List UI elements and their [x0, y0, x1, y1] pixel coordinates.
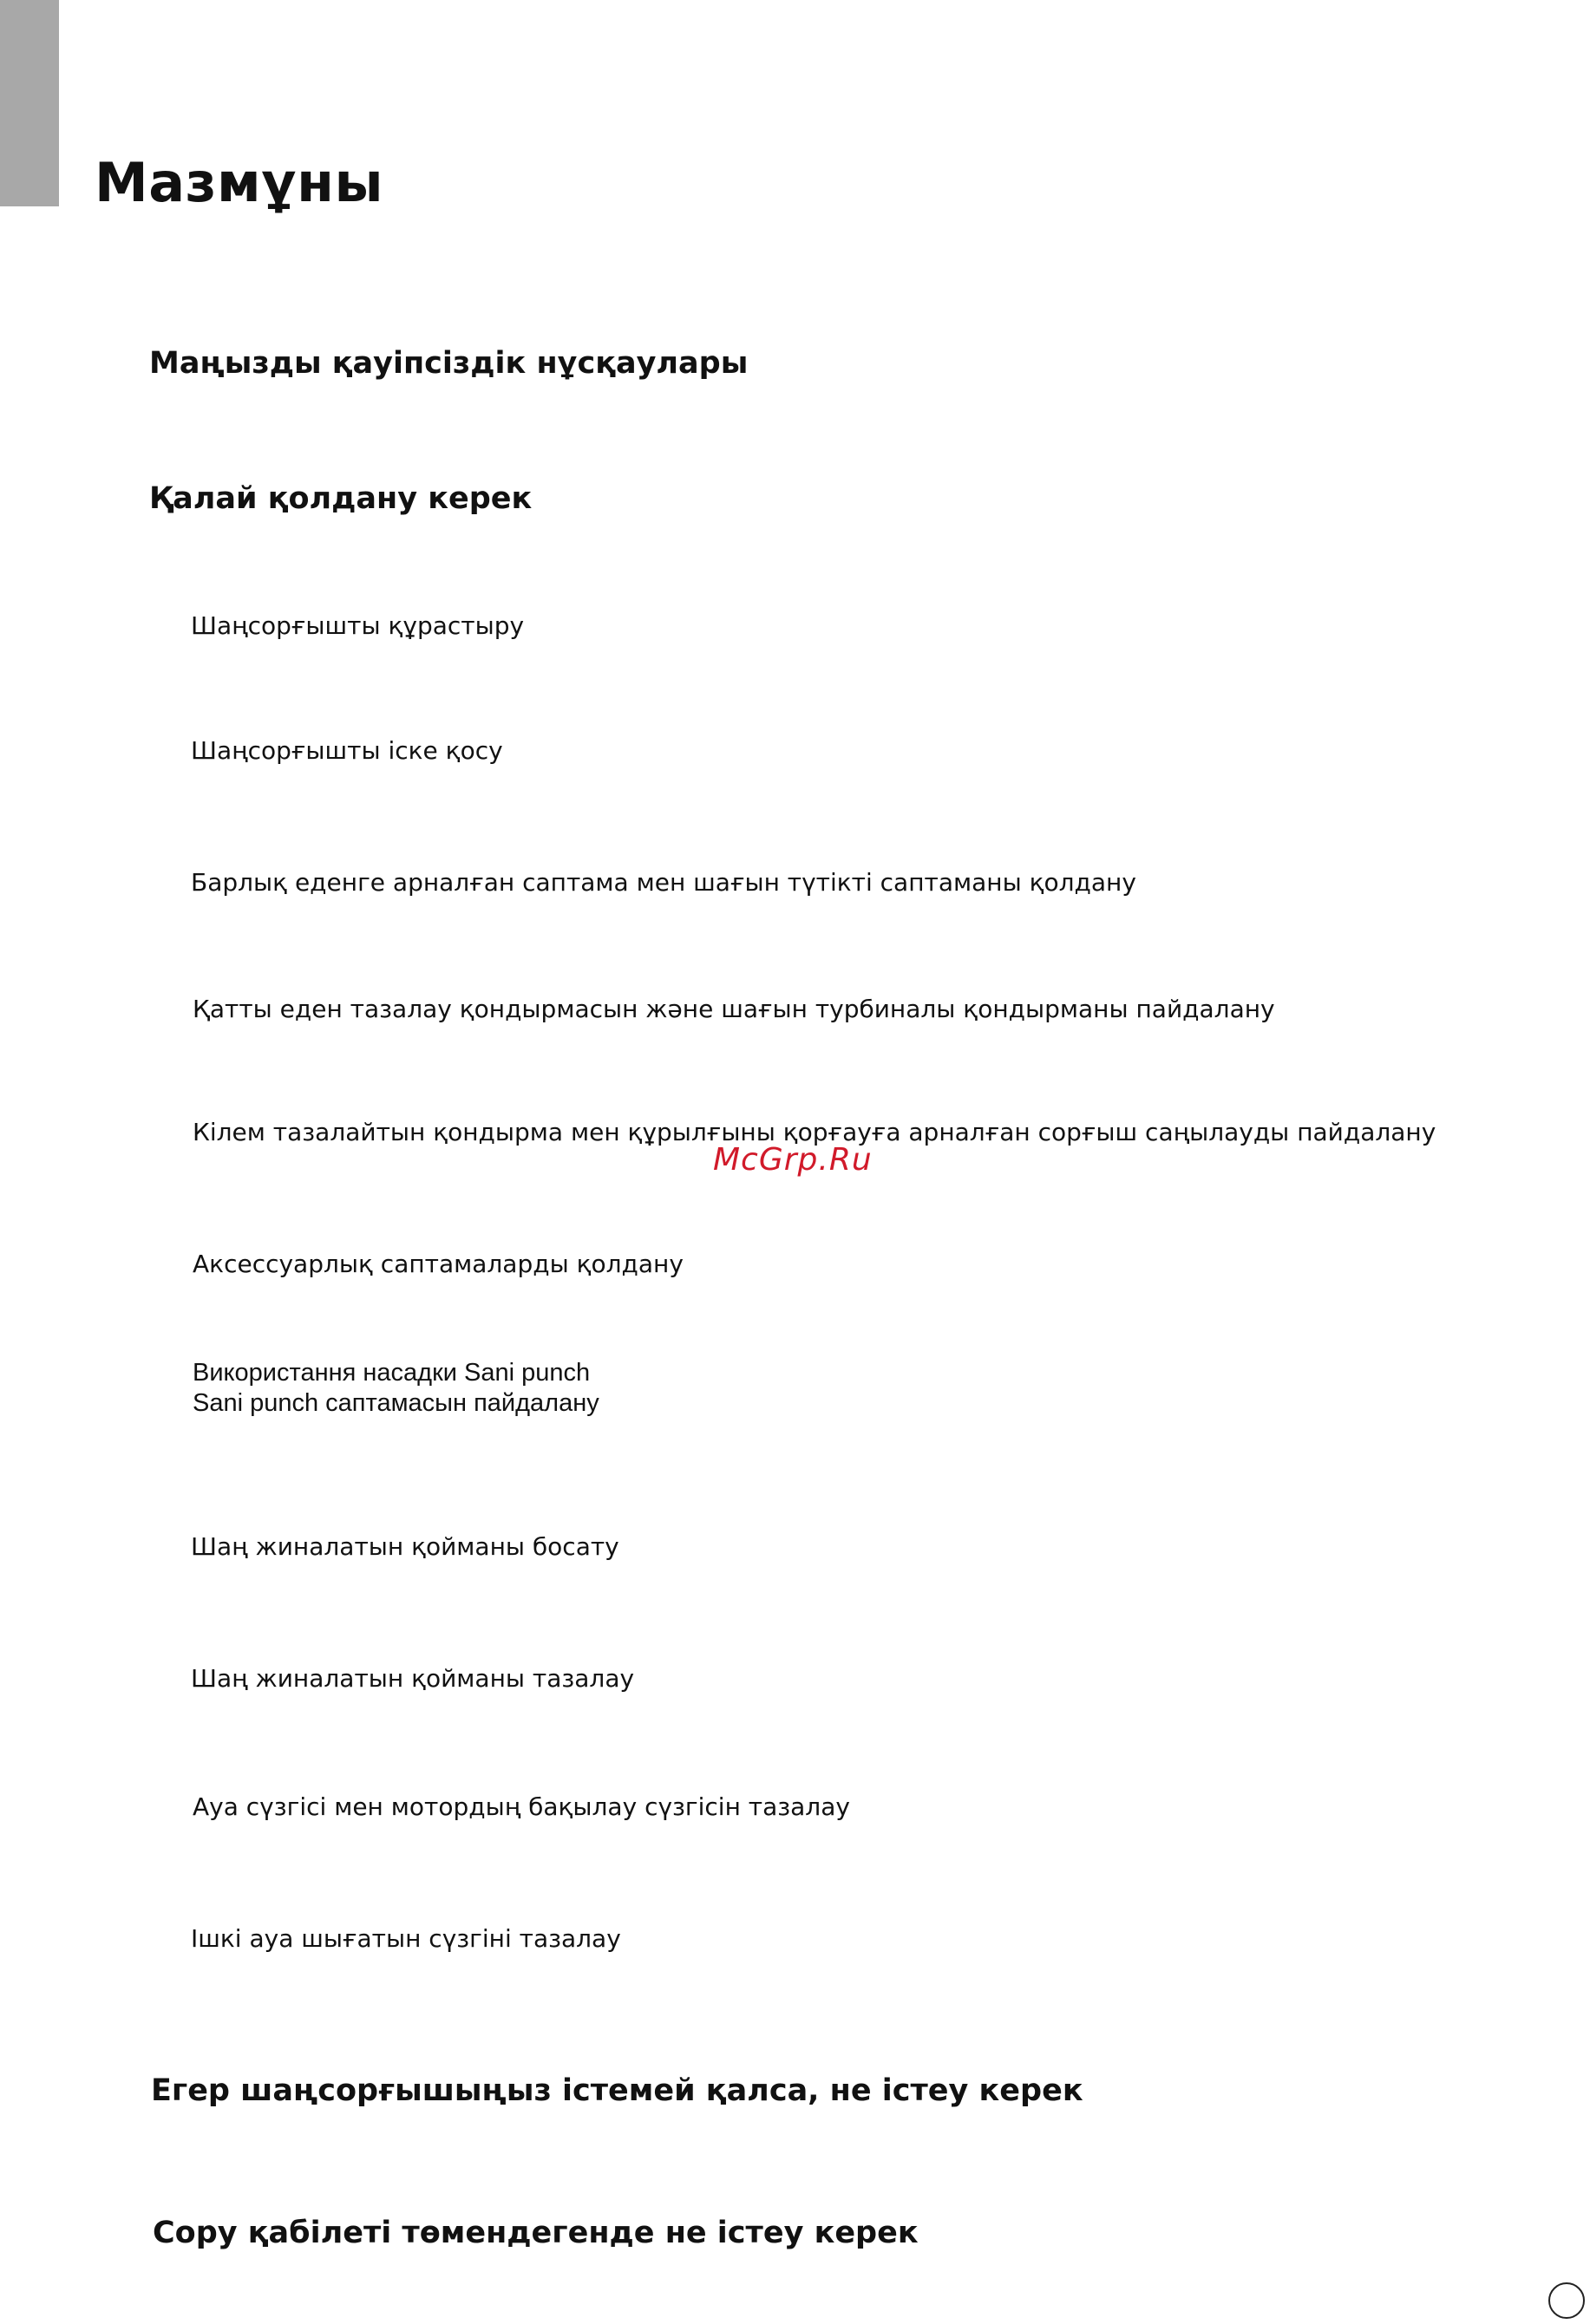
toc-item-carpet-nozzle[interactable]: Кілем тазалайтын қондырма мен құрылғыны қорғауға арналған сорғыш саңылауды пайдалану: [193, 1118, 1436, 1146]
toc-section-how-to-use[interactable]: Қалай қолдану керек: [149, 481, 533, 516]
toc-item-assembly[interactable]: Шаңсорғышты құрастыру: [191, 611, 525, 640]
page-title: Мазмұны: [95, 151, 384, 214]
toc-section-low-suction[interactable]: Сору қабілеті төмендегенде не істеу керек: [153, 2216, 919, 2250]
toc-item-clean-filters[interactable]: Ауа сүзгісі мен мотордың бақылау сүзгісін тазалау: [193, 1792, 850, 1821]
watermark: McGrp.Ru: [713, 1142, 873, 1178]
toc-item-clean-dust-container[interactable]: Шаң жиналатын қойманы тазалау: [191, 1664, 635, 1693]
toc-item-clean-exhaust-filter[interactable]: Ішкі ауа шығатын сүзгіні тазалау: [191, 1924, 621, 1953]
toc-item-sani-punch-kk[interactable]: Sani punch саптамасын пайдалану: [193, 1389, 599, 1417]
toc-item-empty-dust-container[interactable]: Шаң жиналатын қойманы босату: [191, 1532, 619, 1561]
toc-item-accessory-nozzles[interactable]: Аксессуарлық саптамаларды қолдану: [193, 1250, 684, 1278]
toc-item-hard-floor-nozzle[interactable]: Қатты еден тазалау қондырмасын және шағын турбиналы қондырманы пайдалану: [193, 995, 1275, 1023]
side-tab-marker: [0, 0, 59, 206]
page-number-circle: [1548, 2282, 1585, 2319]
toc-item-all-floor-nozzle[interactable]: Барлық еденге арналған саптама мен шағын түтікті саптаманы қолдану: [191, 868, 1136, 897]
toc-section-troubleshooting[interactable]: Егер шаңсорғышыңыз істемей қалса, не істеу керек: [151, 2073, 1083, 2108]
toc-item-sani-punch-uk[interactable]: Використання насадки Sani punch: [193, 1359, 591, 1387]
toc-section-safety[interactable]: Маңызды қауіпсіздік нұсқаулары: [149, 346, 749, 381]
toc-item-switch-on[interactable]: Шаңсорғышты іске қосу: [191, 736, 503, 765]
